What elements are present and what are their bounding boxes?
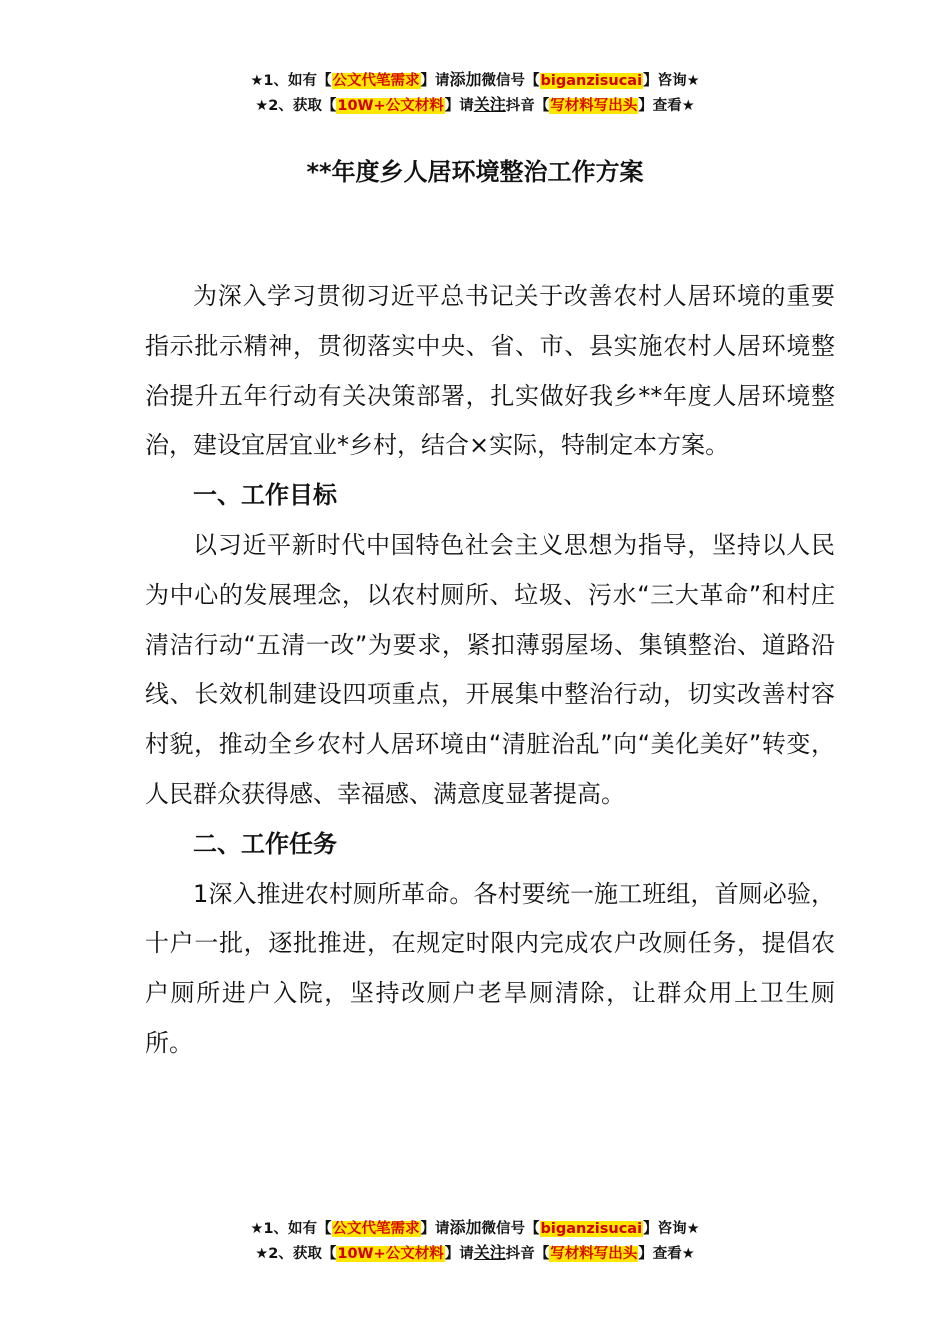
promo-line-2: [0, 1241, 950, 1266]
promo-line-1: [0, 68, 950, 93]
promo-text: 抖音【: [505, 1246, 550, 1262]
promo-text: 】咨询★: [643, 73, 700, 89]
promo-emphasis: 添加: [449, 70, 482, 89]
promo-text: 】请: [420, 73, 450, 89]
promo-text: 】请: [420, 1221, 450, 1237]
promo-text: 】查看★: [638, 1246, 695, 1262]
promo-text: 抖音【: [505, 98, 550, 114]
promo-text: 】请: [444, 98, 474, 114]
promo-text: ★1、如有【: [250, 73, 332, 89]
section-heading: 二、工作任务: [193, 829, 337, 858]
promo-text: 微信号【: [481, 1221, 540, 1237]
promo-text: 微信号【: [481, 73, 540, 89]
promo-emphasis: 关注: [473, 1243, 506, 1262]
document-body: [145, 272, 835, 1069]
promo-highlight: 公文代笔需求: [332, 73, 420, 89]
promo-highlight: 10W+公文材料: [337, 98, 444, 114]
promo-highlight: 写材料写出头: [550, 98, 638, 114]
promo-line-1: [0, 1216, 950, 1241]
body-paragraph: 以习近平新时代中国特色社会主义思想为指导，坚持以人民为中心的发展理念，以农村厕所、垃圾、污水“三大革命”和村庄清洁行动“五清一改”为要求，紧扣薄弱屋场、集镇整治、道路沿线、长效机制建设四项重点，开展集中整治行动，切实改善村容村貌，推动全乡农村人居环境由“清脏治乱”向“美化美好”转变，人民群众获得感、幸福感、满意度显著提高。: [145, 530, 835, 808]
promo-emphasis: 关注: [473, 95, 506, 114]
promo-highlight: 10W+公文材料: [337, 1246, 444, 1262]
document-title: **年度乡人居环境整治工作方案: [306, 158, 644, 186]
promo-text: ★2、获取【: [255, 1246, 337, 1262]
promo-highlight: 公文代笔需求: [332, 1221, 420, 1237]
section-heading: 一、工作目标: [193, 481, 337, 510]
body-paragraph: 1深入推进农村厕所革命。各村要统一施工班组，首厕必验，十户一批，逐批推进，在规定时限内完成农户改厕任务，提倡农户厕所进户入院，坚持改厕户老旱厕清除，让群众用上卫生厕所。: [145, 879, 835, 1057]
promo-text: 】咨询★: [643, 1221, 700, 1237]
promo-text: ★2、获取【: [255, 98, 337, 114]
intro-paragraph: 为深入学习贯彻习近平总书记关于改善农村人居环境的重要指示批示精神，贯彻落实中央、省、市、县实施农村人居环境整治提升五年行动有关决策部署，扎实做好我乡**年度人居环境整治，建设宜居宜业*乡村，结合×实际，特制定本方案。: [145, 282, 835, 460]
promo-text: 】请: [444, 1246, 474, 1262]
promo-highlight: 写材料写出头: [550, 1246, 638, 1262]
promo-highlight: biganzisucai: [540, 1221, 643, 1237]
promo-emphasis: 添加: [449, 1218, 482, 1237]
promo-banner-bottom: [0, 1216, 950, 1266]
promo-banner-top: [0, 68, 950, 118]
promo-text: ★1、如有【: [250, 1221, 332, 1237]
promo-highlight: biganzisucai: [540, 73, 643, 89]
promo-line-2: [0, 93, 950, 118]
promo-text: 】查看★: [638, 98, 695, 114]
